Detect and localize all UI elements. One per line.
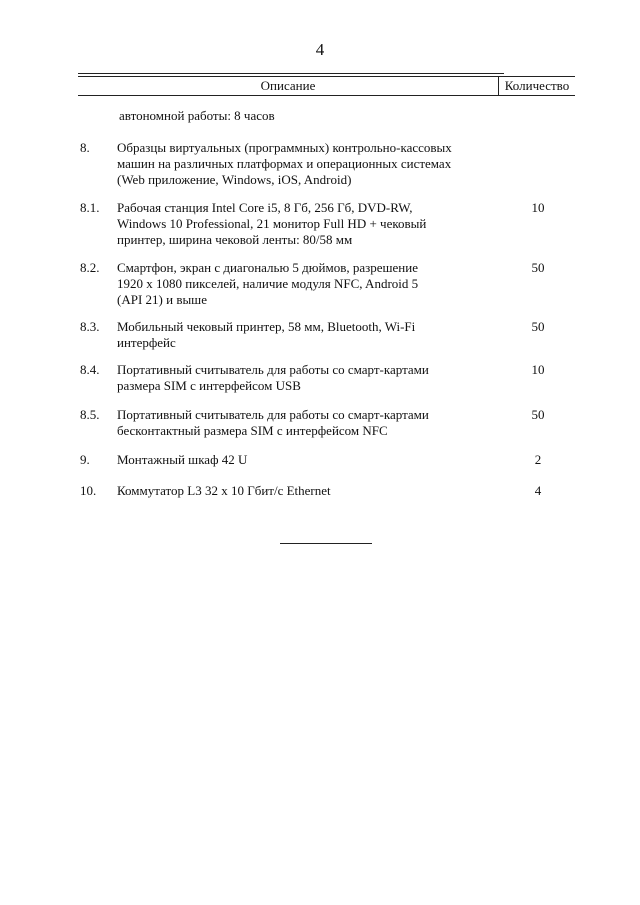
row-description-line: машин на различных платформах и операционных системах	[117, 156, 452, 171]
row-quantity: 50	[531, 407, 545, 422]
row-number: 8.5.	[80, 407, 100, 422]
row-description	[117, 407, 467, 439]
row-description-line: (API 21) и выше	[117, 292, 207, 307]
row-quantity: 10	[531, 362, 545, 377]
end-of-document-rule	[280, 543, 372, 544]
row-description-line: интерфейс	[117, 335, 176, 350]
row-description	[117, 452, 467, 468]
row-description-line: (Web приложение, Windows, iOS, Android)	[117, 172, 352, 187]
page-number: 4	[315, 40, 325, 59]
row-number: 8.1.	[80, 200, 100, 215]
row-number: 10.	[80, 483, 97, 498]
row-description-line: Смартфон, экран с диагональю 5 дюймов, разрешение	[117, 260, 418, 275]
row-description-line: 1920 x 1080 пикселей, наличие модуля NFC, Android 5	[117, 276, 419, 291]
row-description	[117, 362, 467, 394]
row-number: 8.3.	[80, 319, 100, 334]
row-description	[117, 200, 467, 248]
row-description-line: Монтажный шкаф 42 U	[117, 452, 248, 467]
row-quantity: 4	[534, 483, 542, 498]
row-number: 8.2.	[80, 260, 100, 275]
row-number: 8.4.	[80, 362, 100, 377]
row-description-line: Образцы виртуальных (программных) контрольно-кассовых	[117, 140, 452, 155]
row-description-line: Портативный считыватель для работы со смарт-картами	[117, 407, 429, 422]
continuation-text: автономной работы: 8 часов	[119, 108, 275, 123]
row-number: 8.	[80, 140, 90, 155]
row-quantity: 50	[531, 319, 545, 334]
row-number: 9.	[80, 452, 90, 467]
row-description-line: размера SIM с интерфейсом USB	[117, 378, 301, 393]
row-quantity: 10	[531, 200, 545, 215]
row-description-line: принтер, ширина чековой ленты: 80/58 мм	[117, 232, 353, 247]
row-description	[117, 319, 467, 351]
row-description-line: Мобильный чековый принтер, 58 мм, Bluetooth, Wi-Fi	[117, 319, 416, 334]
header-quantity: Количество	[504, 78, 570, 93]
row-quantity: 2	[534, 452, 542, 467]
row-description-line: Коммутатор L3 32 x 10 Гбит/с Ethernet	[117, 483, 331, 498]
row-description	[117, 483, 467, 499]
row-description	[117, 140, 467, 188]
header-top-rule	[78, 73, 504, 74]
row-description	[117, 260, 467, 308]
header-description: Описание	[78, 77, 499, 95]
row-description-line: Windows 10 Professional, 21 монитор Full HD + чековый	[117, 216, 427, 231]
row-quantity: 50	[531, 260, 545, 275]
row-description-line: Портативный считыватель для работы со смарт-картами	[117, 362, 429, 377]
table-header	[78, 76, 575, 96]
row-description-line: бесконтактный размера SIM с интерфейсом NFC	[117, 423, 388, 438]
row-description-line: Рабочая станция Intel Core i5, 8 Гб, 256 Гб, DVD-RW,	[117, 200, 413, 215]
